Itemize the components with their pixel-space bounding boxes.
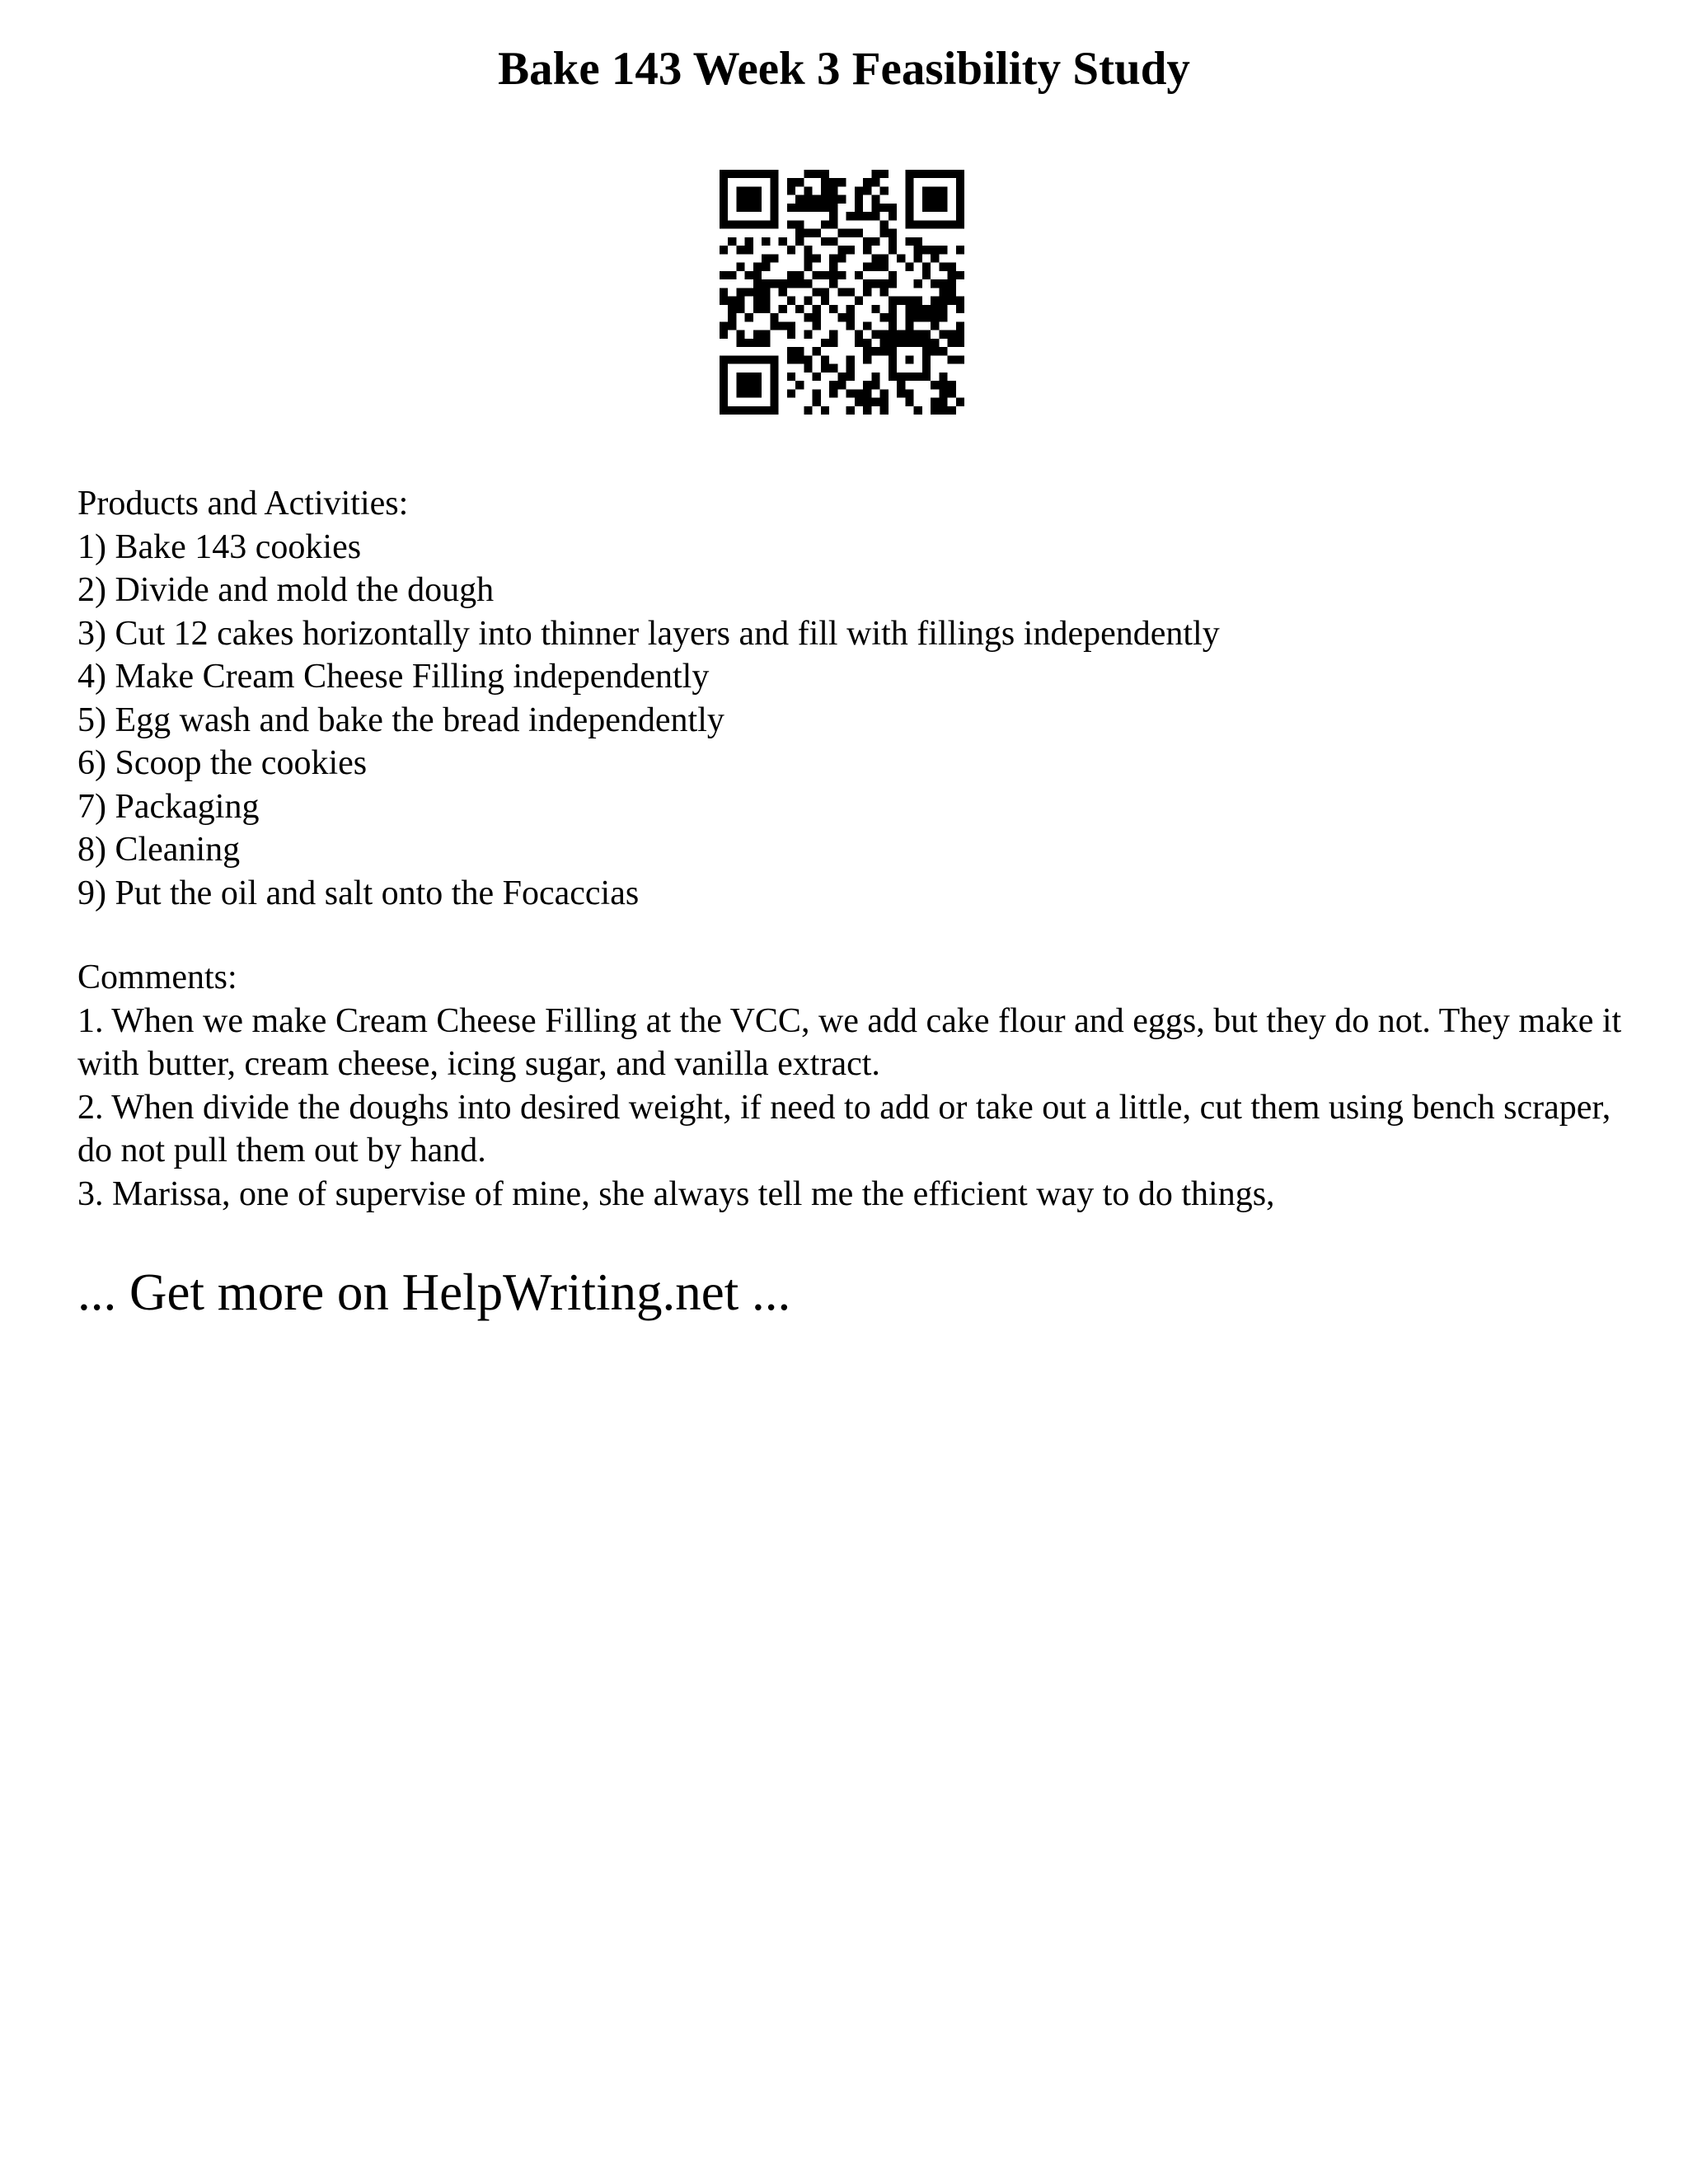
list-item: 9) Put the oil and salt onto the Focaccias: [77, 874, 640, 912]
list-item: 2) Divide and mold the dough: [77, 571, 495, 609]
comment-item: 1. When we make Cream Cheese Filling at the VCC, we add cake flour and eggs, but they do not. They make it with butter, cream cheese, icing sugar, and vanilla extract.: [77, 1001, 1622, 1083]
products-section: [77, 482, 1627, 915]
footer-link-text: ... Get more on HelpWriting.net ...: [77, 1263, 791, 1321]
comment-item: 3. Marissa, one of supervise of mine, she always tell me the efficient way to do things,: [77, 1174, 1275, 1213]
comments-section: [77, 956, 1627, 1216]
page-title: Bake 143 Week 3 Feasibility Study: [498, 43, 1190, 95]
comment-item: 2. When divide the doughs into desired weight, if need to add or take out a little, cut them using bench scraper, do not pull them out by hand.: [77, 1088, 1611, 1169]
list-item: 6) Scoop the cookies: [77, 744, 368, 782]
list-item: 3) Cut 12 cakes horizontally into thinner layers and fill with fillings independently: [77, 614, 1220, 653]
qr-code-icon: [720, 170, 964, 415]
products-heading: Products and Activities:: [77, 485, 409, 523]
list-item: 8) Cleaning: [77, 831, 241, 869]
list-item: 4) Make Cream Cheese Filling independently: [77, 658, 710, 696]
qr-code-graphic: [720, 170, 964, 415]
comments-heading: Comments:: [77, 958, 237, 996]
list-item: 7) Packaging: [77, 787, 260, 826]
list-item: 5) Egg wash and bake the bread independently: [77, 701, 724, 739]
list-item: 1) Bake 143 cookies: [77, 527, 362, 566]
